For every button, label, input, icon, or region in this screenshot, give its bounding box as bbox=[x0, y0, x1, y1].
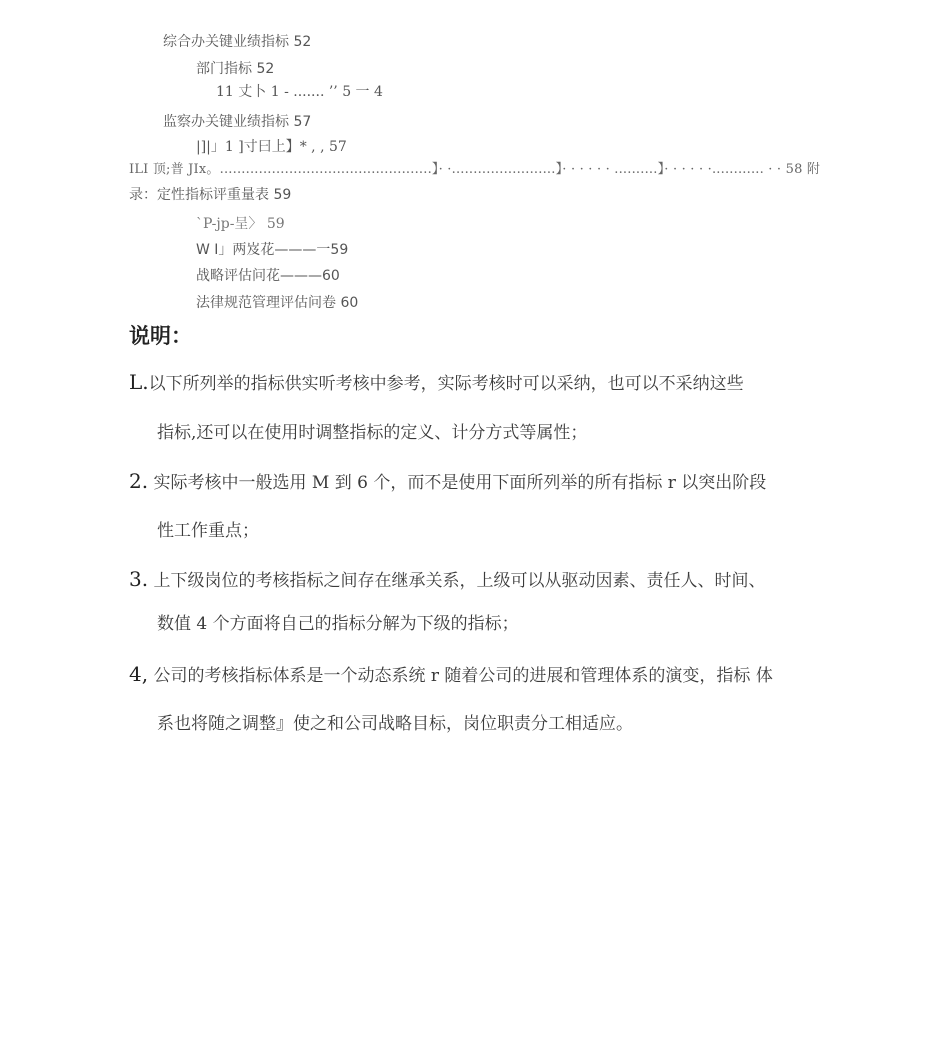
notes-heading: 说明： bbox=[129, 324, 192, 348]
toc-entry: W I」两岌花———一59 bbox=[196, 242, 349, 258]
note-item-1-line-2: 指标,还可以在使用时调整指标的定义、计分方式等属性； bbox=[157, 423, 588, 443]
note-number: 4, bbox=[129, 662, 149, 686]
toc-entry: 法律规范管理评估问卷 60 bbox=[196, 295, 359, 311]
note-item-4-line-1 bbox=[129, 662, 773, 688]
toc-entry: 录：定性指标评重量表 59 bbox=[129, 187, 292, 203]
toc-entry: 战略评估问花———60 bbox=[196, 268, 340, 284]
note-number: 3. bbox=[129, 567, 149, 591]
note-item-2-line-2: 性工作重点； bbox=[157, 521, 259, 541]
note-number: L. bbox=[129, 370, 149, 394]
note-text: 公司的考核指标体系是一个动态系统 r 随着公司的进展和管理体系的演变，指标 体 bbox=[148, 666, 773, 686]
note-item-2-line-1 bbox=[129, 469, 766, 495]
note-item-3-line-1 bbox=[129, 567, 766, 593]
toc-entry: |]|」1 ]寸曰上】* , , 57 bbox=[196, 139, 347, 155]
note-item-3-line-2: 数值 4 个方面将自己的指标分解为下级的指标； bbox=[157, 614, 519, 634]
toc-entry: 11 丈卜 1 - ....... ’’ 5 一 4 bbox=[216, 84, 383, 100]
toc-entry: 综合办关键业绩指标 52 bbox=[163, 34, 312, 50]
toc-entry: 监察办关键业绩指标 57 bbox=[163, 114, 312, 130]
note-text: 实际考核中一般选用 M 到 6 个，而不是使用下面所列举的所有指标 r 以突出阶段 bbox=[148, 473, 767, 493]
toc-entry: `P-jp-呈〉 59 bbox=[196, 216, 285, 232]
note-number: 2. bbox=[129, 469, 149, 493]
note-item-4-line-2: 系也将随之调整』使之和公司战略目标，岗位职责分工相适应。 bbox=[157, 714, 633, 734]
note-item-1-line-1 bbox=[129, 370, 744, 396]
note-text: 以下所列举的指标供实听考核中参考，实际考核时可以采纳，也可以不采纳这些 bbox=[148, 374, 744, 394]
toc-entry: 部门指标 52 bbox=[196, 61, 275, 77]
toc-entry: ILI 顶;普 JIx。.................................................】· ·........................】· · · · · · ..........】· · · · · ·............ · · 58 附 bbox=[129, 162, 821, 177]
note-text: 上下级岗位的考核指标之间存在继承关系，上级可以从驱动因素、责任人、时间、 bbox=[148, 571, 766, 591]
